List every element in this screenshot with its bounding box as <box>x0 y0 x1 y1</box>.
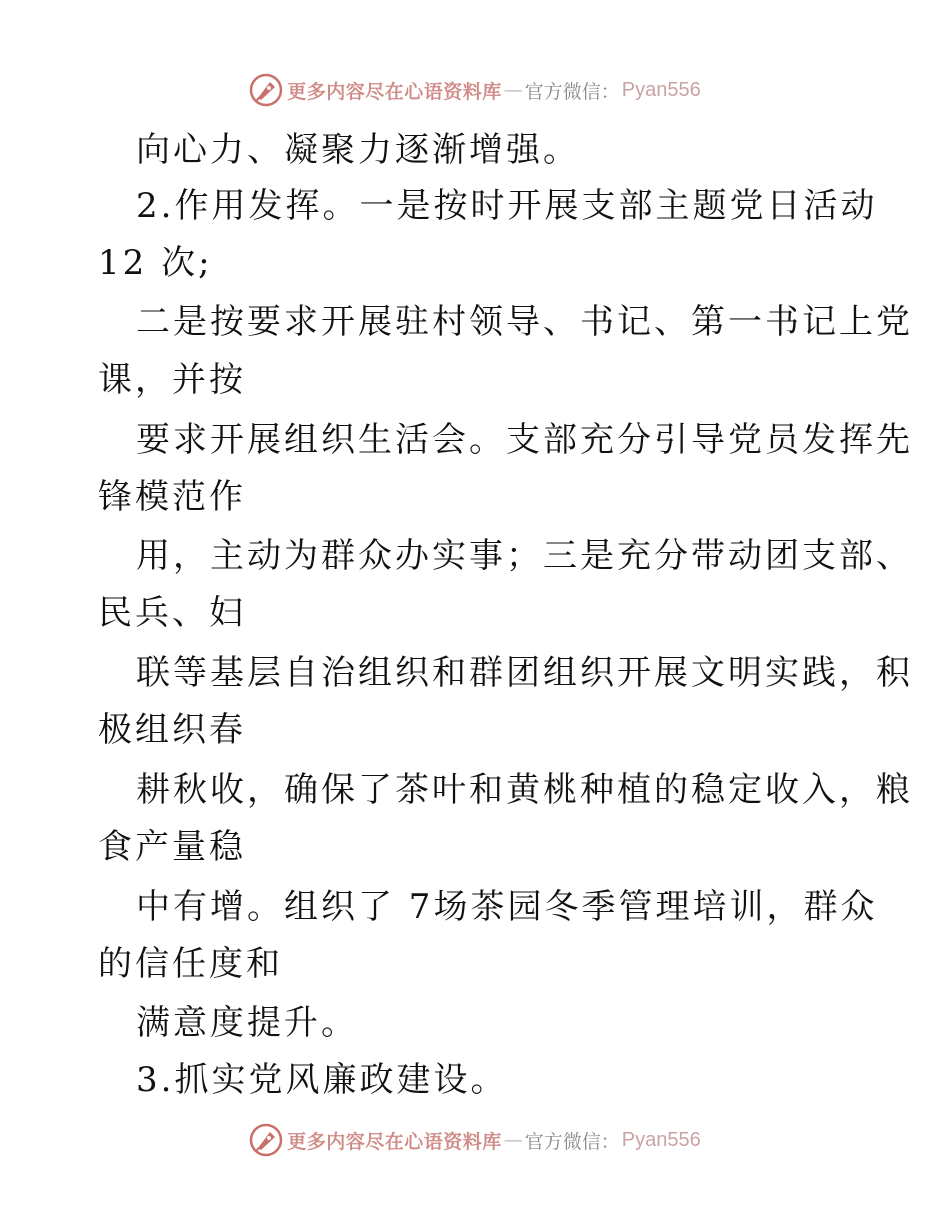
footer-wechat-label: 官方微信： <box>524 1130 620 1153</box>
body-line: 向心力、凝聚力逐渐增强。 <box>136 130 580 170</box>
body-line: 民兵、妇 <box>98 593 246 633</box>
footer-banner-text: 更多内容尽在心语资料库 <box>287 1130 502 1153</box>
body-line: 食产量稳 <box>98 827 246 867</box>
body-line: 的信任度和 <box>98 944 283 984</box>
body-line: 要求开展组织生活会。支部充分引导党员发挥先 <box>136 420 913 460</box>
body-line: 耕秋收，确保了茶叶和黄桃种植的稳定收入，粮 <box>136 770 913 810</box>
footer-banner-separator: — <box>503 1129 523 1151</box>
body-line: 满意度提升。 <box>136 1003 358 1043</box>
header-banner <box>0 70 950 110</box>
body-line: 极组织春 <box>98 710 246 750</box>
footer-wechat-id: Pyan556 <box>621 1128 701 1151</box>
header-wechat-label: 官方微信： <box>524 80 620 103</box>
pen-nib-logo-icon <box>249 1123 283 1157</box>
header-banner-separator: — <box>503 79 523 101</box>
body-line: 锋模范作 <box>98 477 246 517</box>
footer-banner <box>0 1120 950 1160</box>
header-banner-text: 更多内容尽在心语资料库 <box>287 80 502 103</box>
pen-nib-logo-icon <box>249 73 283 107</box>
body-line: 课，并按 <box>98 360 246 400</box>
body-line: 2.作用发挥。一是按时开展支部主题党日活动 <box>136 186 878 226</box>
body-line: 联等基层自治组织和群团组织开展文明实践，积 <box>136 653 913 693</box>
body-line: 中有增。组织了 7场茶园冬季管理培训，群众 <box>136 887 878 927</box>
body-line: 用，主动为群众办实事；三是充分带动团支部、 <box>136 536 913 576</box>
body-line: 12 次; <box>98 243 213 283</box>
body-line: 二是按要求开展驻村领导、书记、第一书记上党 <box>136 302 913 342</box>
header-wechat-id: Pyan556 <box>621 78 701 101</box>
body-line: 3.抓实党风廉政建设。 <box>136 1060 508 1100</box>
